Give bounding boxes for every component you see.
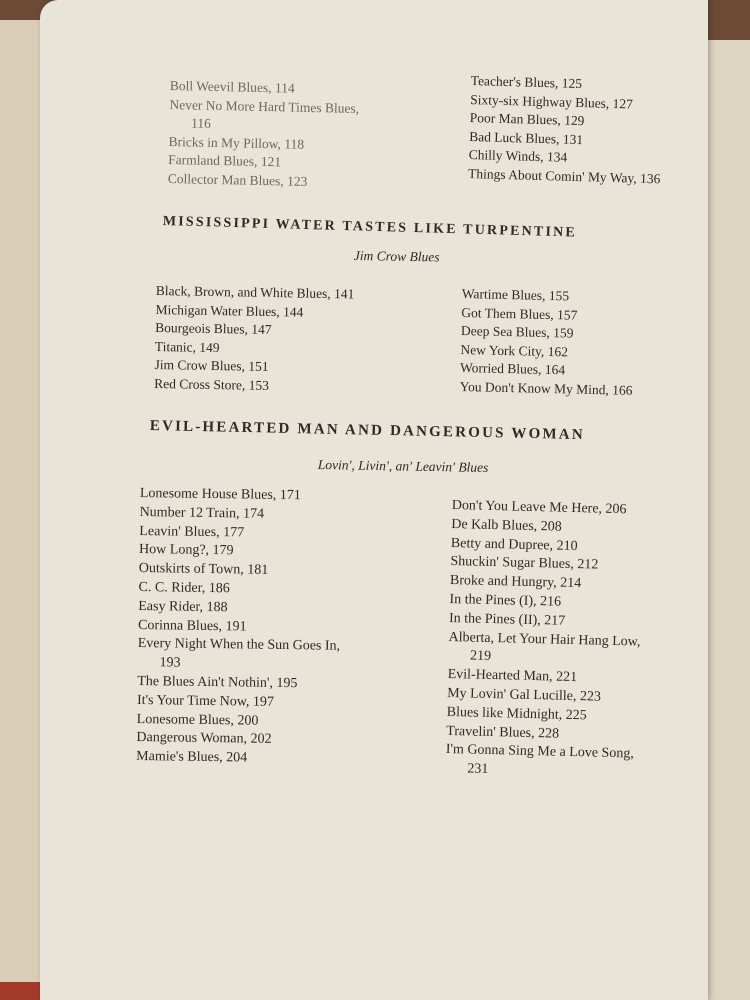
- contents-entry: Travelin' Blues, 228: [446, 723, 560, 742]
- contents-entry: Poor Man Blues, 129: [469, 109, 585, 129]
- contents-entry: The Blues Ain't Nothin', 195: [137, 673, 298, 692]
- top-right-column: [468, 72, 663, 188]
- contents-entry: Blues like Midnight, 225: [446, 704, 587, 724]
- contents-entry: C. C. Rider, 186: [138, 579, 230, 597]
- contents-entry: You Don't Know My Mind, 166: [459, 378, 633, 398]
- contents-entry: Farmland Blues, 121: [168, 151, 282, 170]
- contents-entry: Chilly Winds, 134: [468, 146, 568, 165]
- contents-entry: Lonesome Blues, 200: [136, 711, 259, 729]
- contents-entry: Every Night When the Sun Goes In,: [137, 636, 341, 655]
- contents-entry: Corinna Blues, 191: [137, 617, 247, 635]
- contents-entry: Deep Sea Blues, 159: [460, 322, 574, 341]
- section2-right-column: [445, 497, 644, 784]
- contents-entry-page: 219: [469, 648, 492, 665]
- contents-entry: Shuckin' Sugar Blues, 212: [450, 554, 599, 573]
- contents-entry: Jim Crow Blues, 151: [154, 356, 269, 374]
- contents-entry: Broke and Hungry, 214: [449, 573, 582, 592]
- contents-entry: Dangerous Woman, 202: [136, 730, 272, 748]
- contents-entry: Leavin' Blues, 177: [139, 523, 245, 541]
- contents-entry: My Lovin' Gal Lucille, 223: [447, 685, 602, 705]
- contents-entry: Betty and Dupree, 210: [450, 535, 578, 554]
- contents-entry: Mamie's Blues, 204: [136, 749, 248, 766]
- contents-entry: Outskirts of Town, 181: [138, 561, 269, 578]
- contents-entry: Never No More Hard Times Blues,: [169, 96, 360, 116]
- section1-right-column: [459, 285, 634, 400]
- contents-entry: Bad Luck Blues, 131: [469, 128, 584, 147]
- contents-entry: Collector Man Blues, 123: [167, 170, 308, 189]
- contents-entry: Black, Brown, and White Blues, 141: [155, 282, 355, 302]
- section-title-evil-hearted: EVIL-HEARTED MAN AND DANGEROUS WOMAN: [149, 418, 585, 444]
- contents-entry: Got Them Blues, 157: [461, 304, 578, 323]
- contents-entry: How Long?, 179: [138, 542, 234, 559]
- contents-entry: Easy Rider, 188: [138, 598, 228, 616]
- contents-entry: Things About Comin' My Way, 136: [467, 165, 661, 186]
- contents-entry: Evil-Hearted Man, 221: [447, 667, 578, 686]
- contents-entry: Teacher's Blues, 125: [470, 72, 583, 92]
- section-subtitle-lovin: Lovin', Livin', an' Leavin' Blues: [317, 457, 489, 475]
- contents-entry: Bricks in My Pillow, 118: [168, 133, 305, 152]
- contents-entry: In the Pines (I), 216: [449, 591, 562, 610]
- contents-entry: Wartime Blues, 155: [461, 285, 570, 304]
- section-title-mississippi: MISSISSIPPI WATER TASTES LIKE TURPENTINE: [162, 214, 578, 241]
- contents-entry: I'm Gonna Sing Me a Love Song,: [445, 742, 634, 762]
- top-left-column: [168, 77, 360, 192]
- contents-entry: Bourgeois Blues, 147: [155, 319, 272, 338]
- contents-entry: Michigan Water Blues, 144: [155, 301, 304, 320]
- contents-entry-page: 193: [159, 655, 181, 671]
- contents-entry: In the Pines (II), 217: [448, 610, 566, 629]
- contents-entry: Lonesome House Blues, 171: [139, 485, 301, 504]
- contents-entry-page: 231: [467, 761, 489, 778]
- contents-entry: Titanic, 149: [154, 338, 220, 355]
- section-subtitle-jim-crow: Jim Crow Blues: [353, 248, 440, 265]
- contents-entry: Boll Weevil Blues, 114: [169, 77, 295, 96]
- contents-entry: Sixty-six Highway Blues, 127: [470, 91, 634, 112]
- contents-entry-page: 116: [190, 115, 211, 131]
- contents-entry: Red Cross Store, 153: [154, 375, 270, 393]
- section2-left-column: [136, 485, 342, 770]
- contents-entry: Don't You Leave Me Here, 206: [451, 497, 627, 518]
- contents-entry: De Kalb Blues, 208: [451, 516, 562, 535]
- contents-entry: Worried Blues, 164: [459, 359, 566, 378]
- contents-entry: New York City, 162: [460, 341, 569, 359]
- section1-left-column: [154, 282, 354, 396]
- contents-entry: Number 12 Train, 174: [139, 504, 265, 522]
- contents-entry: Alberta, Let Your Hair Hang Low,: [448, 629, 641, 650]
- contents-entry: It's Your Time Now, 197: [136, 692, 275, 710]
